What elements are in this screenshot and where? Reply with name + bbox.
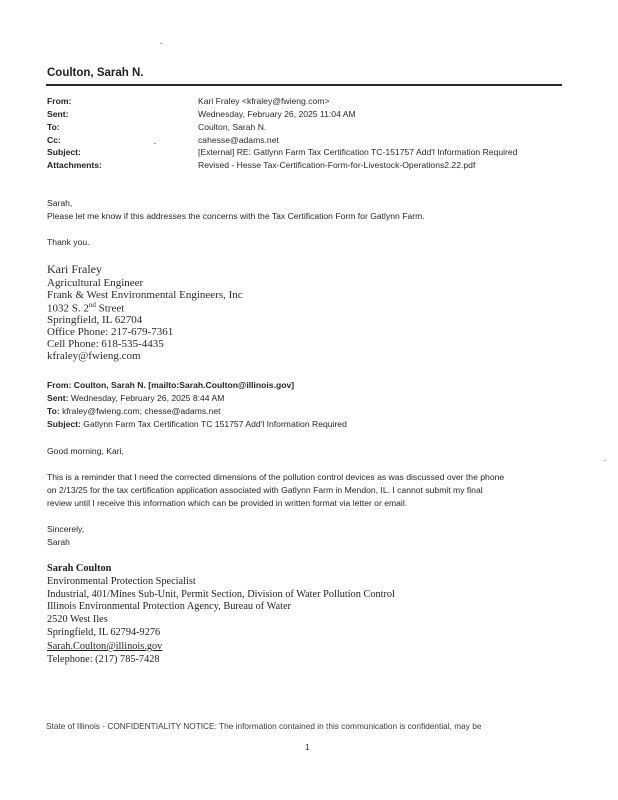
orig-greeting: Good morning, Kari, bbox=[47, 446, 124, 456]
page-title: Coulton, Sarah N. bbox=[47, 67, 144, 79]
orig-paragraph-line-2: on 2/13/25 for the tax certification application associated with Gatlynn Farm in Mendon, IL. I cannot submit my final bbox=[47, 485, 483, 495]
header-label-attachments: Attachments: bbox=[47, 160, 102, 170]
reply-greeting: Sarah, bbox=[47, 198, 73, 208]
sig-sarah-city: Springfield, IL 62794-9276 bbox=[47, 627, 161, 638]
page-number: 1 bbox=[305, 742, 310, 752]
reply-thanks: Thank you. bbox=[47, 237, 90, 247]
header-value-subject: [External] RE: Gatlynn Farm Tax Certification TC-151757 Add'l Information Required bbox=[198, 147, 518, 157]
title-divider bbox=[46, 84, 562, 86]
reply-line: Please let me know if this addresses the concerns with the Tax Certification Form for Gatlynn Farm. bbox=[47, 211, 425, 221]
header-label-to: To: bbox=[47, 122, 60, 132]
orig-from: From: Coulton, Sarah N. [mailto:Sarah.Coulton@illinois.gov] bbox=[47, 380, 295, 390]
sig-sarah-name: Sarah Coulton bbox=[47, 563, 112, 574]
sig-kari-name: Kari Fraley bbox=[47, 262, 102, 276]
sig-sarah-email-link[interactable]: Sarah.Coulton@illinois.gov bbox=[47, 641, 163, 652]
sig-sarah-phone: Telephone: (217) 785-7428 bbox=[47, 654, 160, 665]
orig-paragraph-line-3: review until I receive this information which can be provided in written format via letter or email. bbox=[47, 498, 408, 508]
sig-sarah-street: 2520 West Iles bbox=[47, 614, 108, 625]
header-label-subject: Subject: bbox=[47, 147, 81, 157]
sig-kari-company: Frank & West Environmental Engineers, Inc bbox=[47, 289, 243, 301]
orig-closing: Sincerely, bbox=[47, 524, 85, 534]
sig-kari-title: Agricultural Engineer bbox=[47, 277, 144, 289]
scan-speck bbox=[154, 143, 156, 144]
sig-sarah-unit: Industrial, 401/Mines Sub-Unit, Permit Section, Division of Water Pollution Control bbox=[47, 589, 395, 600]
sig-kari-office-phone: Office Phone: 217-679-7361 bbox=[47, 326, 174, 338]
header-label-cc: Cc: bbox=[47, 135, 61, 145]
header-value-from: Kari Fraley <kfraley@fwieng.com> bbox=[198, 96, 330, 106]
scan-speck bbox=[604, 460, 606, 461]
orig-closing-name: Sarah bbox=[47, 537, 70, 547]
orig-to: To: kfraley@fwieng.com; chesse@adams.net bbox=[47, 406, 221, 416]
sig-kari-street: 1032 S. 2nd Street bbox=[47, 301, 125, 315]
orig-subject: Subject: Gatlynn Farm Tax Certification TC 151757 Add'l Information Required bbox=[47, 419, 347, 429]
scan-speck bbox=[160, 43, 162, 44]
header-value-to: Coulton, Sarah N. bbox=[198, 122, 267, 132]
header-value-attachments: Revised - Hesse Tax-Certification-Form-for-Livestock-Operations2.22.pdf bbox=[198, 160, 476, 170]
orig-sent: Sent: Wednesday, February 26, 2025 8:44 AM bbox=[47, 393, 225, 403]
sig-sarah-agency: Illinois Environmental Protection Agency, Bureau of Water bbox=[47, 601, 291, 612]
confidentiality-notice: State of Illinois - CONFIDENTIALITY NOTICE: The information contained in this communication is confidential, may be bbox=[46, 721, 482, 731]
sig-kari-cell-phone: Cell Phone: 618-535-4435 bbox=[47, 338, 164, 350]
orig-paragraph-line-1: This is a reminder that I need the corrected dimensions of the pollution control devices as was discussed over the phone bbox=[47, 472, 505, 482]
header-value-sent: Wednesday, February 26, 2025 11:04 AM bbox=[198, 109, 356, 119]
sig-sarah-title: Environmental Protection Specialist bbox=[47, 576, 196, 587]
header-label-sent: Sent: bbox=[47, 109, 69, 119]
sig-kari-email: kfraley@fwieng.com bbox=[47, 350, 141, 362]
header-value-cc: cahesse@adams.net bbox=[198, 135, 279, 145]
sig-kari-city: Springfield, IL 62704 bbox=[47, 314, 143, 326]
header-label-from: From: bbox=[47, 96, 72, 106]
